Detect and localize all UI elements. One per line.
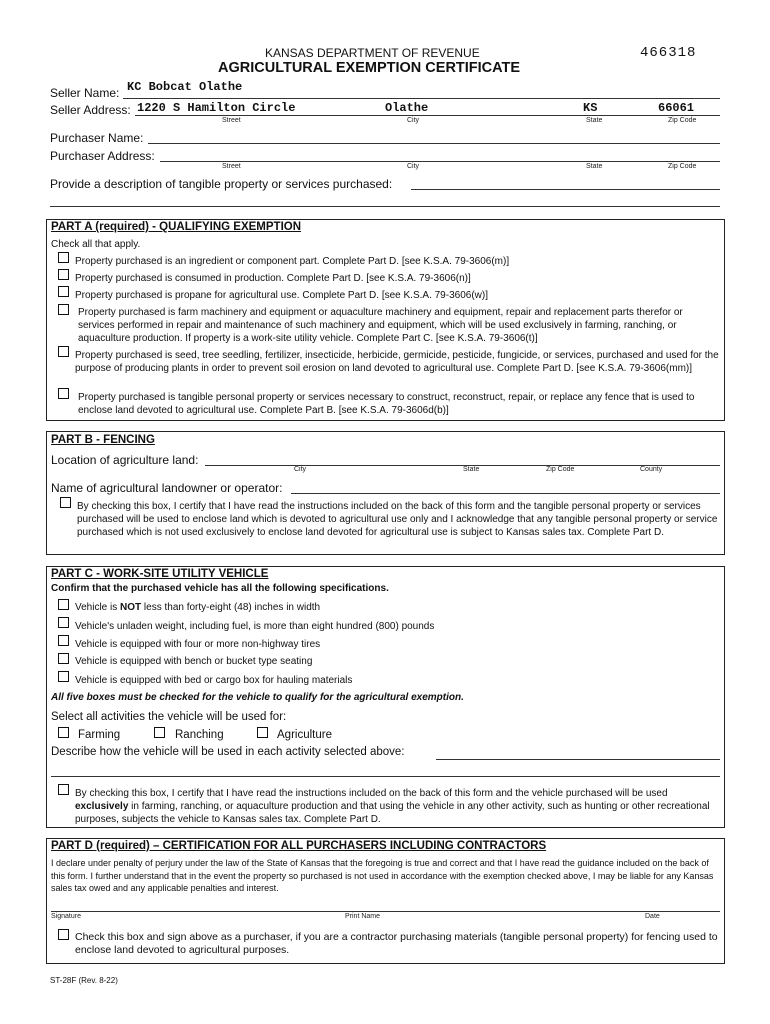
description-field-line2[interactable] xyxy=(50,206,720,207)
caption-street: Street xyxy=(222,163,241,170)
part-a-item-fence: Property purchased is tangible personal property or services necessary to construct, reconstruct, repair, or replace any fence that is used to enclose land devoted to agricultural use. Complete Part B. [see K.S.A. 79-3606d(b)] xyxy=(78,392,695,416)
part-a-item-consumed: Property purchased is consumed in production. Complete Part D. [see K.S.A. 79-3606(n)] xyxy=(75,273,471,284)
caption-zip: Zip Code xyxy=(668,117,697,124)
activity-ranching-label: Ranching xyxy=(175,729,224,741)
part-a-checkbox-consumed[interactable] xyxy=(58,269,69,280)
spec-checkbox-width[interactable] xyxy=(58,599,69,610)
describe-usage-field-line2[interactable] xyxy=(51,776,720,777)
part-a-item-ingredient: Property purchased is an ingredient or component part. Complete Part D. [see K.S.A. 79-3606(m)] xyxy=(75,256,510,267)
spec-checkbox-cargo[interactable] xyxy=(58,671,69,682)
description-field[interactable] xyxy=(411,189,720,190)
certify-post: in farming, ranching, or aquaculture production and that using the vehicle in any other activity, such as hunting or other recreational purposes, subjects the vehicle to Kansas sales tax. Complete Part D. xyxy=(75,801,710,825)
activity-checkbox-agriculture[interactable] xyxy=(257,727,268,738)
spec-item-cargo: Vehicle is equipped with bed or cargo box for hauling materials xyxy=(75,675,353,686)
part-a-checkbox-propane[interactable] xyxy=(58,286,69,297)
part-a-item-seed: Property purchased is seed, tree seedling, fertilizer, insecticide, herbicide, germicide, pesticide, fungicide, or services, purchased and used for the purpose of producing plants in order to prevent soil erosion on land devoted to agricultural use. Complete Part D. [see K.S.A. 79-3606(mm)] xyxy=(75,350,719,374)
caption-date: Date xyxy=(645,913,660,920)
part-a-instruction: Check all that apply. xyxy=(51,239,141,250)
part-a-checkbox-seed[interactable] xyxy=(58,346,69,357)
caption-street: Street xyxy=(222,117,241,124)
spec-item-width xyxy=(75,601,320,614)
seller-zip-field[interactable]: 66061 xyxy=(658,101,695,115)
seller-name-label: Seller Name: xyxy=(50,86,120,100)
caption-state: State xyxy=(463,466,480,473)
contractor-text: Check this box and sign above as a purchaser, if you are a contractor purchasing materials (tangible personal property) for fencing used to enclose land devoted to agricultural purposes. xyxy=(75,931,718,956)
certify-pre: By checking this box, I certify that I have read the instructions included on the back of this form and the vehicle purchased will be used xyxy=(75,788,668,799)
landowner-field[interactable] xyxy=(291,493,720,494)
seller-name-line xyxy=(123,98,720,99)
seller-city-field[interactable]: Olathe xyxy=(385,101,429,115)
part-c-confirm: Confirm that the purchased vehicle has all the following specifications. xyxy=(51,583,389,594)
part-a-checkbox-machinery[interactable] xyxy=(58,304,69,315)
caption-city: City xyxy=(294,466,307,473)
caption-zip: Zip Code xyxy=(668,163,697,170)
form-number: 466318 xyxy=(640,45,697,61)
activity-agriculture-label: Agriculture xyxy=(277,729,332,741)
certify-exclusively: exclusively xyxy=(75,801,129,812)
spec-width-not: NOT xyxy=(120,602,142,613)
part-b-heading: PART B - FENCING xyxy=(51,434,155,446)
purchaser-name-label: Purchaser Name: xyxy=(50,131,144,145)
all-five-note: All five boxes must be checked for the vehicle to qualify for the agricultural exemption. xyxy=(51,692,464,703)
caption-state: State xyxy=(586,117,603,124)
part-c-heading: PART C - WORK-SITE UTILITY VEHICLE xyxy=(51,568,269,580)
part-a-checkbox-fence[interactable] xyxy=(58,388,69,399)
caption-city: City xyxy=(407,163,420,170)
spec-item-tires: Vehicle is equipped with four or more non-highway tires xyxy=(75,639,321,650)
select-activities-label: Select all activities the vehicle will be used for: xyxy=(51,711,287,723)
spec-item-weight: Vehicle's unladen weight, including fuel, is more than eight hundred (800) pounds xyxy=(75,621,435,632)
form-revision: ST-28F (Rev. 8-22) xyxy=(50,976,118,985)
activity-farming-label: Farming xyxy=(78,729,121,741)
part-a-item-propane: Property purchased is propane for agricultural use. Complete Part D. [see K.S.A. 79-3606(w)] xyxy=(75,290,488,301)
purchaser-address-label: Purchaser Address: xyxy=(50,149,155,163)
location-label: Location of agriculture land: xyxy=(51,453,199,467)
description-label: Provide a description of tangible property or services purchased: xyxy=(50,177,393,191)
part-c-certify-checkbox[interactable] xyxy=(58,784,69,795)
spec-width-pre: Vehicle is xyxy=(75,602,121,613)
part-d-heading: PART D (required) – CERTIFICATION FOR ALL PURCHASERS INCLUDING CONTRACTORS xyxy=(51,840,547,852)
signature-line[interactable] xyxy=(51,911,720,912)
caption-city: City xyxy=(407,117,420,124)
part-c-certify-text xyxy=(75,787,720,826)
purchaser-name-field[interactable] xyxy=(148,143,720,144)
purchaser-address-field[interactable] xyxy=(160,161,720,162)
landowner-label: Name of agricultural landowner or operator: xyxy=(51,481,283,495)
caption-county: County xyxy=(640,466,663,473)
spec-checkbox-seating[interactable] xyxy=(58,653,69,664)
seller-address-label: Seller Address: xyxy=(50,103,131,117)
part-a-checkbox-ingredient[interactable] xyxy=(58,252,69,263)
spec-checkbox-weight[interactable] xyxy=(58,617,69,628)
describe-usage-field[interactable] xyxy=(436,759,720,760)
seller-street-field[interactable]: 1220 S Hamilton Circle xyxy=(137,101,296,115)
part-a-heading: PART A (required) - QUALIFYING EXEMPTION xyxy=(51,221,302,233)
spec-checkbox-tires[interactable] xyxy=(58,635,69,646)
describe-usage-label: Describe how the vehicle will be used in each activity selected above: xyxy=(51,746,405,758)
part-b-certify-checkbox[interactable] xyxy=(60,497,71,508)
caption-signature: Signature xyxy=(51,913,81,920)
agency-name: KANSAS DEPARTMENT OF REVENUE xyxy=(265,46,480,60)
activity-checkbox-farming[interactable] xyxy=(58,727,69,738)
contractor-checkbox[interactable] xyxy=(58,929,69,940)
page-title: AGRICULTURAL EXEMPTION CERTIFICATE xyxy=(218,60,521,76)
caption-print-name: Print Name xyxy=(345,913,381,920)
seller-address-line xyxy=(135,115,720,116)
part-a-item-machinery: Property purchased is farm machinery and equipment or aquaculture machinery and equipment, repair and replacement parts therefor or services performed in repair and maintenance of such machinery and equipment, which will be used exclusively in farming, ranching, or aquaculture production. If property is a work-site utility vehicle. Complete Part C. [see K.S.A. 79-3606(t)] xyxy=(78,307,683,344)
activity-checkbox-ranching[interactable] xyxy=(154,727,165,738)
caption-state: State xyxy=(586,163,603,170)
spec-width-post: less than forty-eight (48) inches in width xyxy=(141,602,321,613)
seller-state-field[interactable]: KS xyxy=(583,101,598,115)
spec-item-seating: Vehicle is equipped with bench or bucket type seating xyxy=(75,656,313,667)
part-b-certify-text: By checking this box, I certify that I have read the instructions included on the back of this form and the tangible personal property or services purchased will be used to enclose land which is devoted to agricultural use only and I acknowledge that any tangible personal property or service purchased which is not used exclusively to enclose land devoted for agricultural use is subject to Kansas sales tax. Complete Part D. xyxy=(77,501,718,538)
part-d-declaration: I declare under penalty of perjury under the law of the State of Kansas that the foregoing is true and correct and that I have read the guidance included on the back of this form. I further understand that in the event the property so purchased is not used in accordance with the exemption checked above, I may be liable for any Kansas sales tax owed and any applicable penalties and interest. xyxy=(51,858,714,893)
seller-name-field[interactable]: KC Bobcat Olathe xyxy=(127,80,243,94)
caption-zip: Zip Code xyxy=(546,466,575,473)
